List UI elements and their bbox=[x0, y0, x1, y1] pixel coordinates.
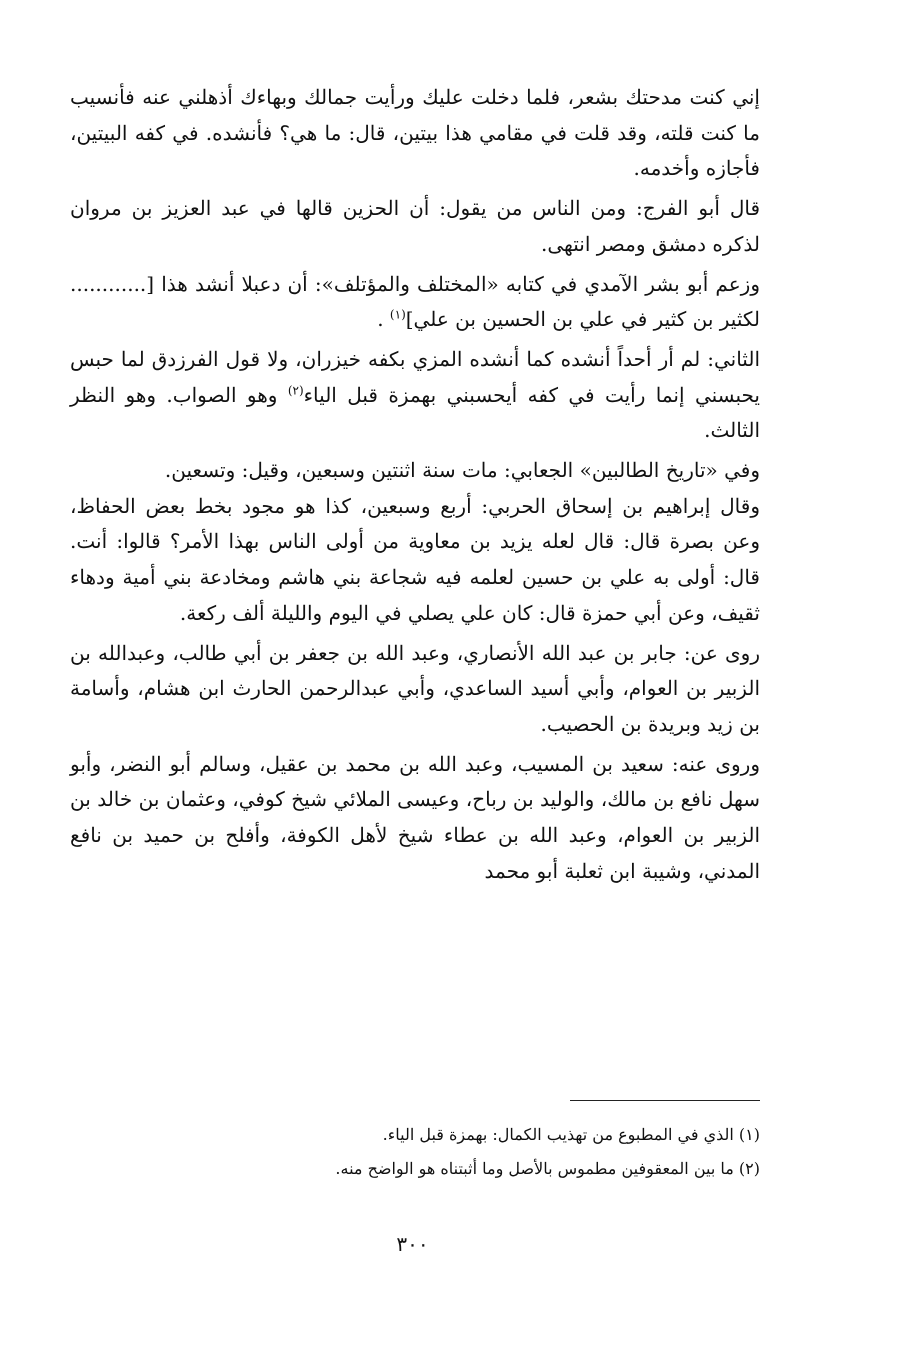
paragraph-3-end: . bbox=[377, 307, 384, 332]
footnote-ref-1: (١) bbox=[389, 307, 406, 322]
paragraph-1: إني كنت مدحتك بشعر، فلما دخلت عليك ورأيت جمالك وبهاءك أذهلني عنه فأنسيب ما كنت قلته، وقد قلت في مقامي هذا بيتين، قال: ما هي؟ فأنشده. في كفه البيتين، فأجازه وأخدمه. bbox=[70, 85, 760, 181]
paragraph-5: وفي «تاريخ الطالبين» الجعابي: مات سنة اثنتين وسبعين، وقيل: وتسعين. bbox=[164, 458, 760, 483]
paragraph-7: روى عن: جابر بن عبد الله الأنصاري، وعبد الله بن جعفر بن أبي طالب، وعبدالله بن الزبير بن العوام، وأبي أسيد الساعدي، وأبي عبدالرحمن الحارث ابن هشام، وأسامة بن زيد وبريدة بن الحصيب. bbox=[70, 640, 760, 736]
footnote-2: (٢) ما بين المعقوفين مطموس بالأصل وما أثبتناه هو الواضح منه. bbox=[335, 1159, 760, 1178]
paragraph-4-end: وهو الصواب. وهو النظر الثالث. bbox=[70, 382, 760, 443]
paragraph-4-text: الثاني: لم أر أحداً أنشده كما أنشده المزي بكفه خيزران، ولا قول الفرزدق لما حبس يحبسني إنما رأيت في كفه أيحسبني بهمزة قبل الياء bbox=[70, 346, 760, 407]
paragraph-2: قال أبو الفرج: ومن الناس من يقول: أن الحزين قالها في عبد العزيز بن مروان لذكره دمشق ومصر انتهى. bbox=[70, 196, 760, 256]
footnote-ref-2: (٢) bbox=[287, 382, 304, 397]
page-number: ٣٠٠ bbox=[396, 1232, 429, 1256]
footnotes bbox=[70, 1118, 760, 1186]
paragraph-3-text: وزعم أبو بشر الآمدي في كتابه «المختلف والمؤتلف»: أن دعبلا أنشد هذا [............ لكثير بن كثير في علي بن الحسين بن علي] bbox=[70, 271, 760, 332]
paragraph-8: وروى عنه: سعيد بن المسيب، وعبد الله بن محمد بن عقيل، وسالم أبو النضر، وأبو سهل نافع بن مالك، والوليد بن رباح، وعيسى الملائي شيخ كوفي، وعثمان بن خالد بن الزبير بن العوام، وعبد الله بن عطاء شيخ لأهل الكوفة، وأفلح بن حميد بن نافع المدني، وشيبة ابن ثعلبة أبو محمد bbox=[70, 751, 760, 883]
paragraph-6: وقال إبراهيم بن إسحاق الحربي: أربع وسبعين، كذا هو مجود بخط بعض الحفاظ، وعن بصرة قال: قال لعله يزيد بن معاوية من أولى الناس بهذا الأمر؟ قالوا: أنت. قال: أولى به علي بن حسين لعلمه فيه شجاعة بني هاشم ومخادعة بني أمية ودهاء ثقيف، وعن أبي حمزة قال: كان علي يصلي في اليوم والليلة ألف ركعة. bbox=[70, 493, 760, 625]
paragraph-3 bbox=[70, 267, 760, 338]
footnote-1: (١) الذي في المطبوع من تهذيب الكمال: بهمزة قبل الياء. bbox=[382, 1125, 760, 1144]
paragraph-4 bbox=[70, 342, 760, 449]
footnote-divider bbox=[570, 1100, 760, 1101]
main-text bbox=[70, 80, 760, 889]
